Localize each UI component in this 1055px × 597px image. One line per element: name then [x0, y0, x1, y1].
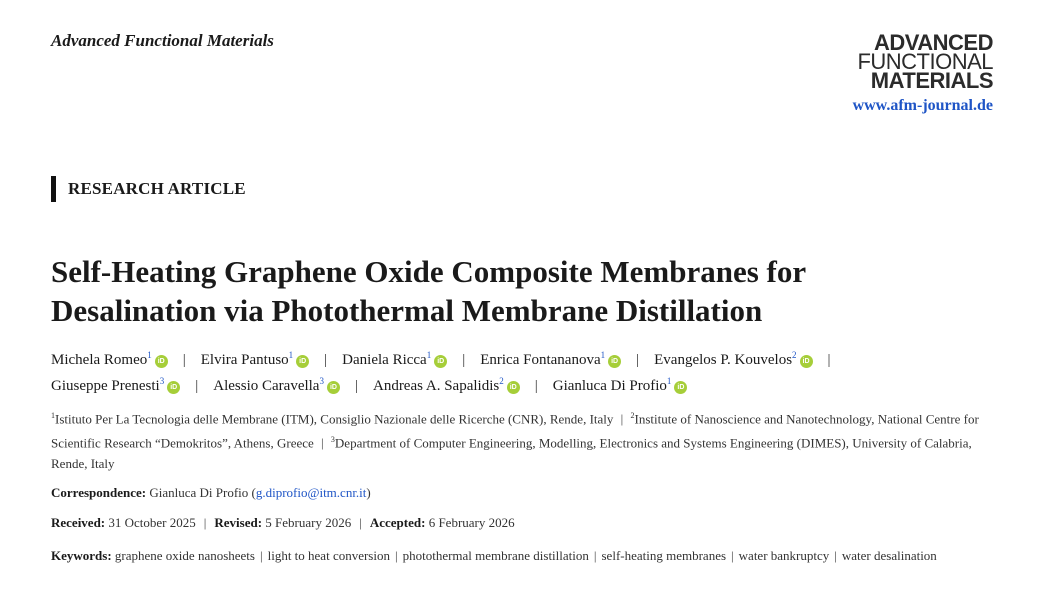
- author-affiliation-marker: 1: [288, 350, 294, 360]
- author-affiliation-marker: 1: [426, 350, 432, 360]
- author[interactable]: Alessio Caravella$^3$iD: [213, 378, 340, 394]
- author-affiliation-marker: 3: [319, 376, 324, 386]
- affiliation-text: Istituto Per La Tecnologia delle Membrane (ITM), Consiglio Nazionale delle Ricerche (CNR), Rende, Italy: [55, 411, 614, 427]
- title-line-1: Self-Heating Graphene Oxide Composite Membranes for: [51, 254, 807, 289]
- orcid-icon[interactable]: iD: [434, 355, 447, 368]
- keyword: water bankruptcy: [738, 548, 830, 563]
- affiliation-text: Institute of Nanoscience and Nanotechnology, National Centre for Scientific Research “Demokritos”, Athens, Greece: [51, 411, 979, 451]
- author[interactable]: Andreas A. Sapalidis$^2$iD: [373, 378, 520, 394]
- author[interactable]: Evangelos P. Kouvelos$^2$iD: [654, 352, 812, 368]
- author-separator: |: [534, 378, 538, 394]
- author-separator: |: [195, 378, 199, 394]
- author[interactable]: Daniela Ricca$^1$iD: [342, 352, 447, 368]
- author-affiliation-marker: 3: [159, 376, 165, 386]
- author-separator: |: [636, 352, 640, 368]
- orcid-icon[interactable]: iD: [674, 381, 687, 394]
- journal-logo[interactable]: [857, 30, 993, 93]
- author[interactable]: Gianluca Di Profio$^1$iD: [553, 378, 688, 394]
- author-affiliation-marker: 1: [147, 350, 152, 360]
- journal-name: Advanced Functional Materials: [51, 31, 274, 50]
- article-type-label: RESEARCH ARTICLE: [68, 179, 246, 198]
- keyword-separator: |: [834, 548, 837, 563]
- logo-line-materials: MATERIALS: [870, 68, 993, 93]
- article-type-bar: [51, 176, 56, 202]
- author-separator: |: [324, 352, 328, 368]
- keyword: water desalination: [841, 548, 937, 563]
- keywords: [51, 546, 1011, 565]
- affiliations: [51, 406, 1011, 474]
- affiliation-number: 1: [51, 411, 55, 420]
- author-affiliation-marker: 2: [499, 376, 504, 386]
- revised-date: 5 February 2026: [265, 515, 352, 530]
- keywords-label: Keywords:: [51, 548, 112, 563]
- author[interactable]: Giuseppe Prenesti$^3$iD: [51, 378, 180, 394]
- keyword: photothermal membrane distillation: [402, 548, 589, 563]
- accepted-date: 6 February 2026: [428, 515, 515, 530]
- correspondence-name: Gianluca Di Profio: [149, 485, 249, 500]
- affiliation-number: 3: [330, 434, 335, 444]
- author-affiliation-marker: 2: [792, 350, 797, 360]
- title-line-2: Desalination via Photothermal Membrane Distillation: [51, 293, 763, 328]
- author-separator: |: [827, 352, 831, 368]
- author[interactable]: Enrica Fontananova$^1$iD: [480, 352, 621, 368]
- affiliation-separator: |: [617, 411, 627, 427]
- received-label: Received:: [51, 515, 106, 530]
- keyword-separator: |: [593, 548, 597, 563]
- received-date: 31 October 2025: [108, 515, 196, 530]
- affiliation-number: 2: [630, 411, 635, 420]
- author[interactable]: Elvira Pantuso$^1$iD: [201, 352, 309, 368]
- author-separator: |: [462, 352, 466, 368]
- keyword: light to heat conversion: [267, 548, 390, 563]
- author-separator: |: [354, 378, 358, 394]
- orcid-icon[interactable]: iD: [296, 355, 309, 368]
- date-separator: |: [203, 515, 207, 530]
- author-affiliation-marker: 1: [600, 350, 606, 360]
- orcid-icon[interactable]: iD: [167, 381, 180, 394]
- keyword-separator: |: [394, 548, 398, 563]
- keyword: graphene oxide nanosheets: [114, 548, 255, 563]
- keyword-separator: |: [731, 548, 734, 563]
- date-separator: |: [359, 515, 362, 530]
- orcid-icon[interactable]: iD: [327, 381, 340, 394]
- orcid-icon[interactable]: iD: [800, 355, 813, 368]
- affiliation-separator: |: [317, 435, 327, 451]
- author-list: [51, 345, 1011, 397]
- logo-line-advanced: ADVANCED: [873, 30, 993, 55]
- keyword-separator: |: [259, 548, 263, 563]
- correspondence: Correspondence: Gianluca Di Profio (g.diprofio@itm.cnr.it): [51, 485, 371, 500]
- article-type-heading: [51, 176, 246, 202]
- keyword: self-heating membranes: [601, 548, 727, 563]
- article-dates: [51, 515, 1011, 531]
- orcid-icon[interactable]: iD: [608, 355, 621, 368]
- affiliation-text: Department of Computer Engineering, Modelling, Electronics and Systems Engineering (DIMES), University of Calabria, Rende, Italy: [51, 435, 972, 471]
- author[interactable]: Michela Romeo$^1$iD: [51, 352, 168, 368]
- author-affiliation-marker: 1: [666, 376, 672, 386]
- orcid-icon[interactable]: iD: [155, 355, 168, 368]
- accepted-label: Accepted:: [369, 515, 426, 530]
- logo-line-functional: FUNCTIONAL: [857, 49, 993, 74]
- author-separator: |: [182, 352, 186, 368]
- correspondence-email-link[interactable]: g.diprofio@itm.cnr.it: [255, 485, 367, 500]
- article-title: [51, 252, 1011, 330]
- revised-label: Revised:: [214, 515, 263, 530]
- journal-url-link[interactable]: www.afm-journal.de: [852, 97, 993, 114]
- correspondence-label: Correspondence:: [51, 485, 147, 500]
- orcid-icon[interactable]: iD: [507, 381, 520, 394]
